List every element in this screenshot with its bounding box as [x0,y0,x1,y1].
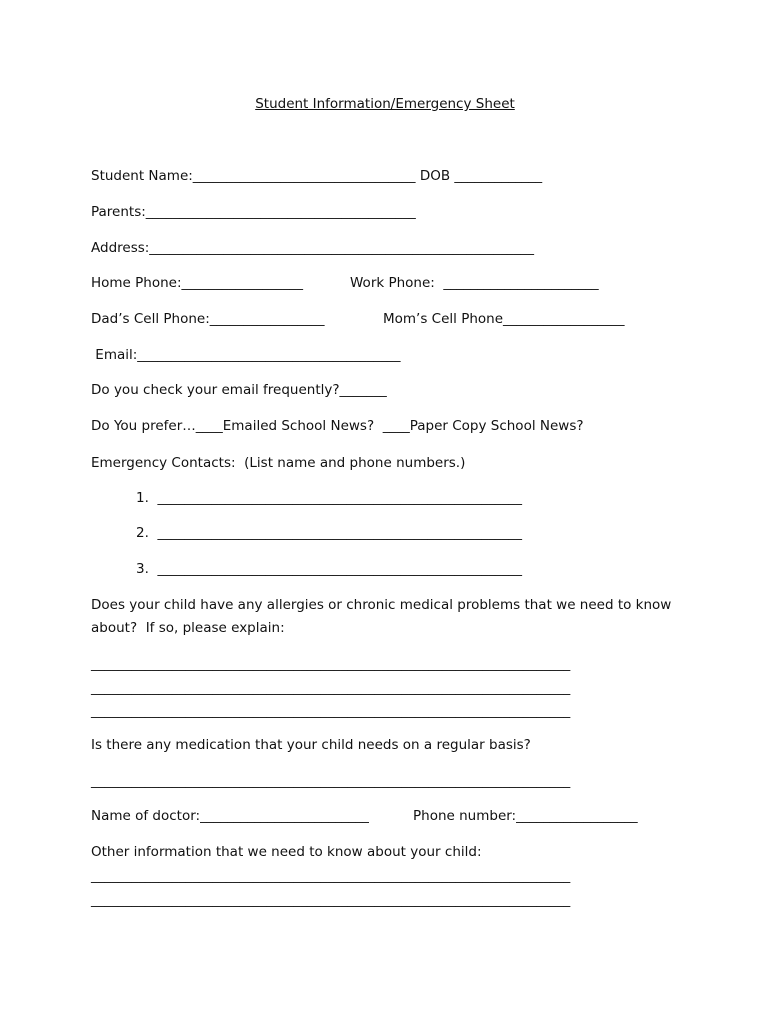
emergency-contact-3-field[interactable]: 3. ______________________________________________________ [136,561,522,577]
dads-cell-phone-field[interactable]: Dad’s Cell Phone:_________________ [91,311,325,327]
emergency-contact-2-field[interactable]: 2. ______________________________________________________ [136,525,522,541]
email-field[interactable]: Email:_______________________________________ [91,347,401,363]
parents-field[interactable]: Parents:________________________________________ [91,204,416,220]
work-phone-field[interactable]: Work Phone: _______________________ [350,275,599,291]
home-phone-field[interactable]: Home Phone:__________________ [91,275,304,291]
news-preference-question[interactable]: Do You prefer…____Emailed School News? ____Paper Copy School News? [91,418,584,434]
emergency-contact-1-field[interactable]: 1. ______________________________________________________ [136,490,522,506]
emergency-contacts-heading: Emergency Contacts: (List name and phone numbers.) [91,455,466,471]
medication-answer-line[interactable]: _______________________________________________________________________ [91,773,571,789]
medication-question: Is there any medication that your child needs on a regular basis? [91,737,531,753]
moms-cell-phone-field[interactable]: Mom’s Cell Phone__________________ [383,311,625,327]
allergies-answer-line[interactable]: _______________________________________________________________________ [91,656,571,672]
allergies-question-line-2: about? If so, please explain: [91,620,285,636]
check-email-question[interactable]: Do you check your email frequently?_______ [91,382,387,398]
other-info-answer-line[interactable]: _______________________________________________________________________ [91,892,571,908]
allergies-answer-line[interactable]: _______________________________________________________________________ [91,680,571,696]
allergies-question-line-1: Does your child have any allergies or chronic medical problems that we need to know [91,597,672,613]
other-info-question: Other information that we need to know about your child: [91,844,482,860]
address-field[interactable]: Address:_________________________________________________________ [91,240,535,256]
other-info-answer-line[interactable]: _______________________________________________________________________ [91,868,571,884]
doctor-name-field[interactable]: Name of doctor:_________________________ [91,808,369,824]
doctor-phone-field[interactable]: Phone number:__________________ [413,808,638,824]
student-name-dob-field[interactable]: Student Name:_________________________________ DOB _____________ [91,168,543,184]
allergies-answer-line[interactable]: _______________________________________________________________________ [91,703,571,719]
page-title: Student Information/Emergency Sheet [255,96,515,112]
